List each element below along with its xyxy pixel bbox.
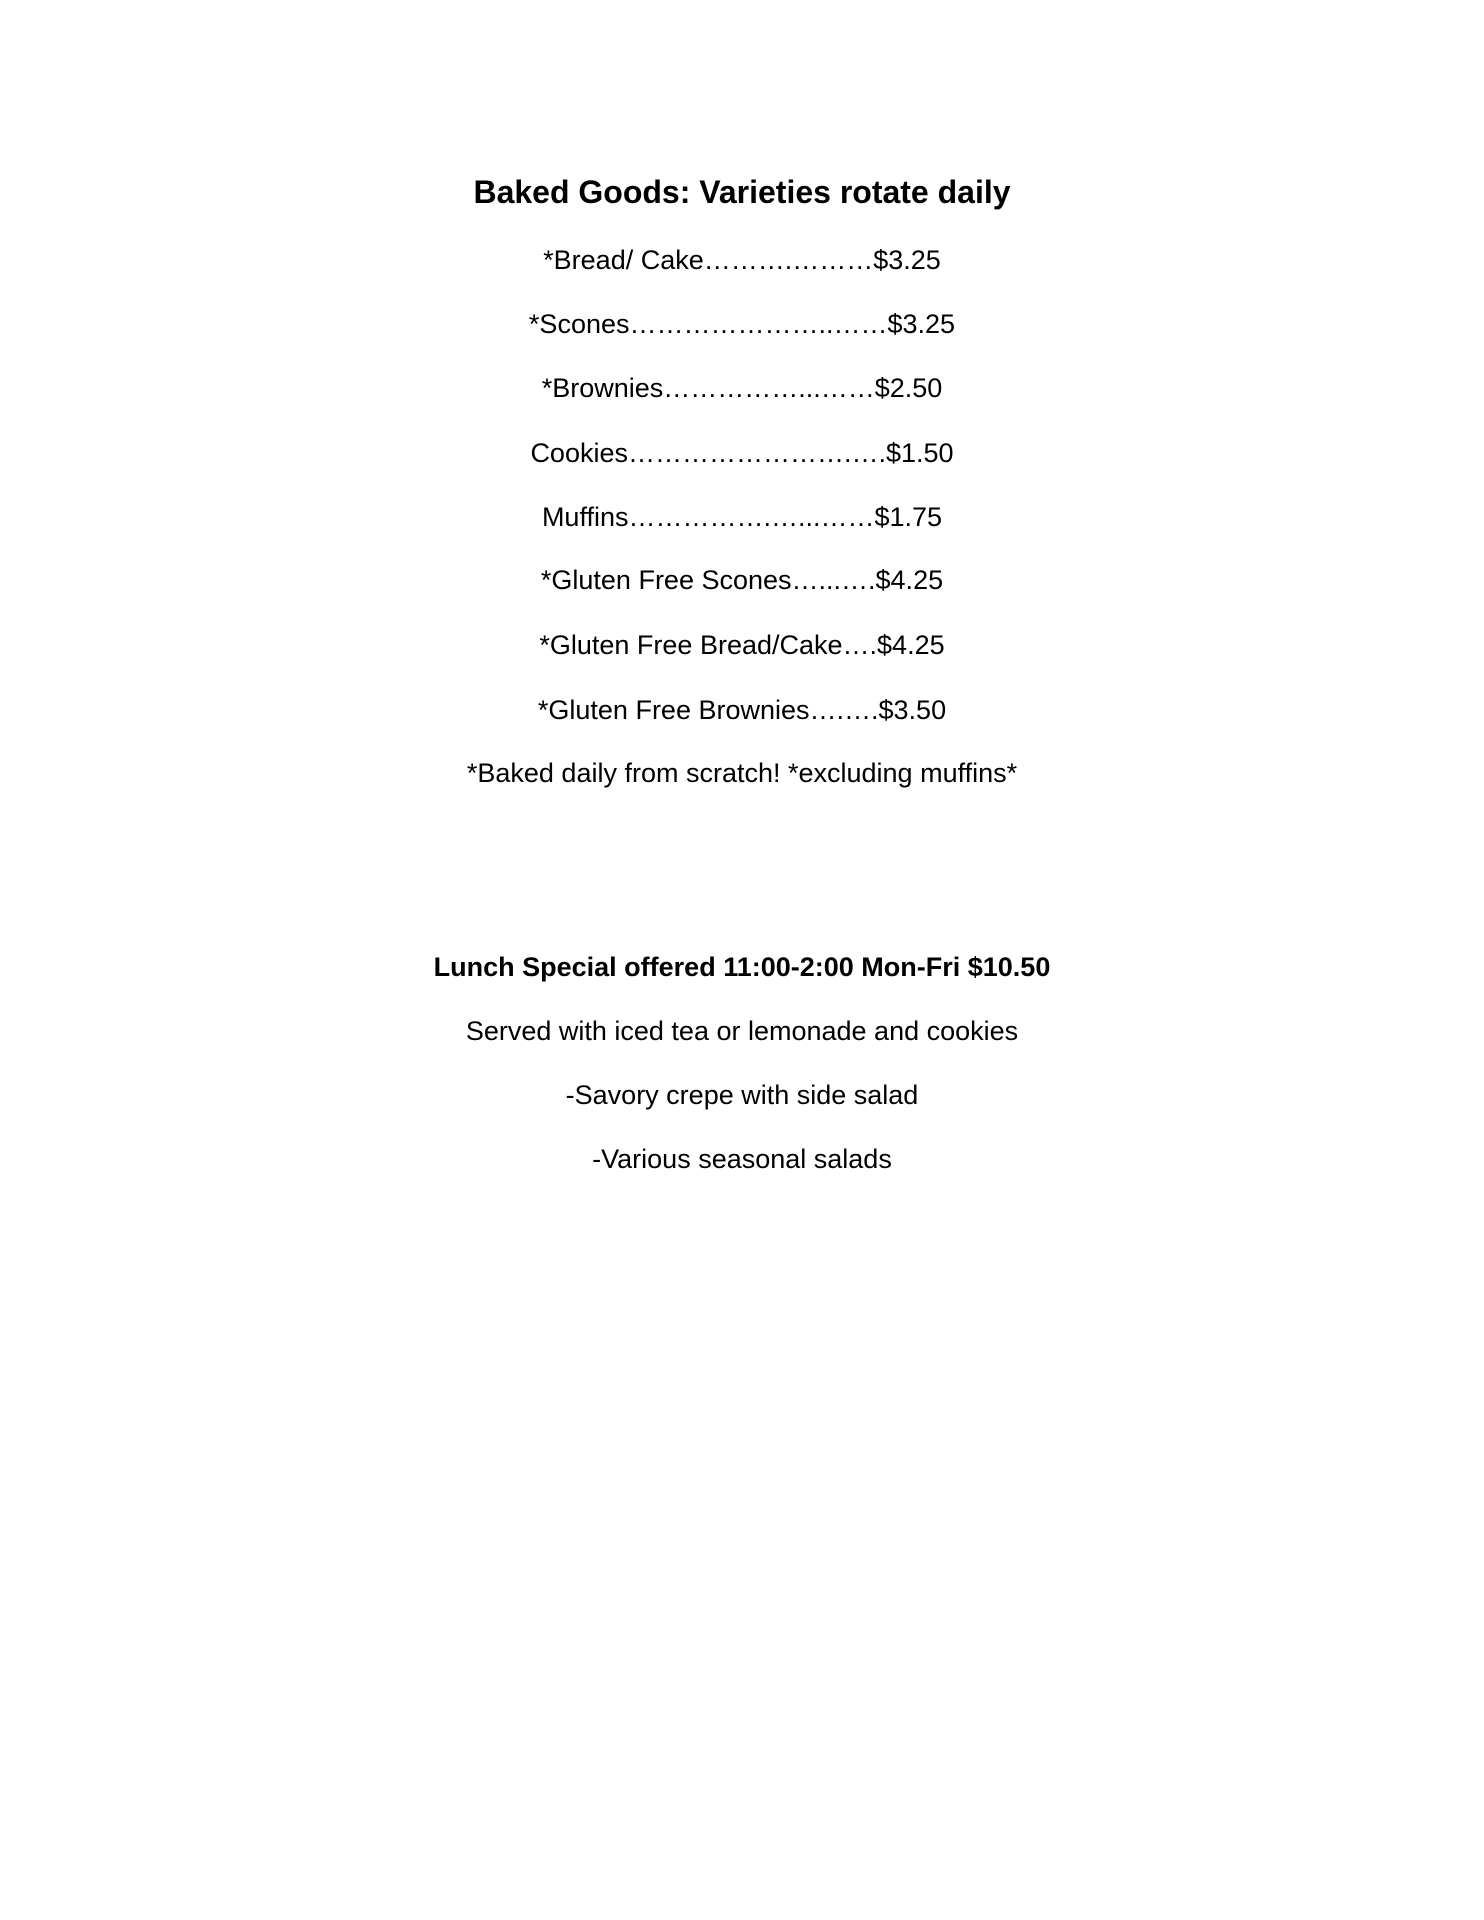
menu-item-cookies: Cookies…………………….….$1.50	[530, 438, 954, 468]
menu-item-bread-cake: *Bread/ Cake……….………$3.25	[543, 245, 941, 275]
baked-goods-heading: Baked Goods: Varieties rotate daily	[473, 174, 1011, 210]
menu-item-gf-bread-cake: *Gluten Free Bread/Cake….$4.25	[539, 630, 945, 660]
lunch-special-drinks: Served with iced tea or lemonade and cookies	[465, 1016, 1019, 1046]
menu-item-gf-brownies: *Gluten Free Brownies….….$3.50	[537, 695, 947, 725]
menu-item-scones: *Scones…………………..……$3.25	[528, 309, 956, 339]
lunch-option-salads: -Various seasonal salads	[592, 1144, 892, 1174]
baked-goods-note: *Baked daily from scratch! *excluding muffins*	[466, 758, 1018, 788]
lunch-option-crepe: -Savory crepe with side salad	[565, 1080, 919, 1110]
menu-item-muffins: Muffins…………….…...……$1.75	[541, 502, 943, 532]
lunch-special-heading: Lunch Special offered 11:00-2:00 Mon-Fri $10.50	[433, 952, 1051, 982]
menu-item-gf-scones: *Gluten Free Scones…...….$4.25	[540, 565, 944, 595]
menu-item-brownies: *Brownies……………...……$2.50	[541, 373, 943, 403]
